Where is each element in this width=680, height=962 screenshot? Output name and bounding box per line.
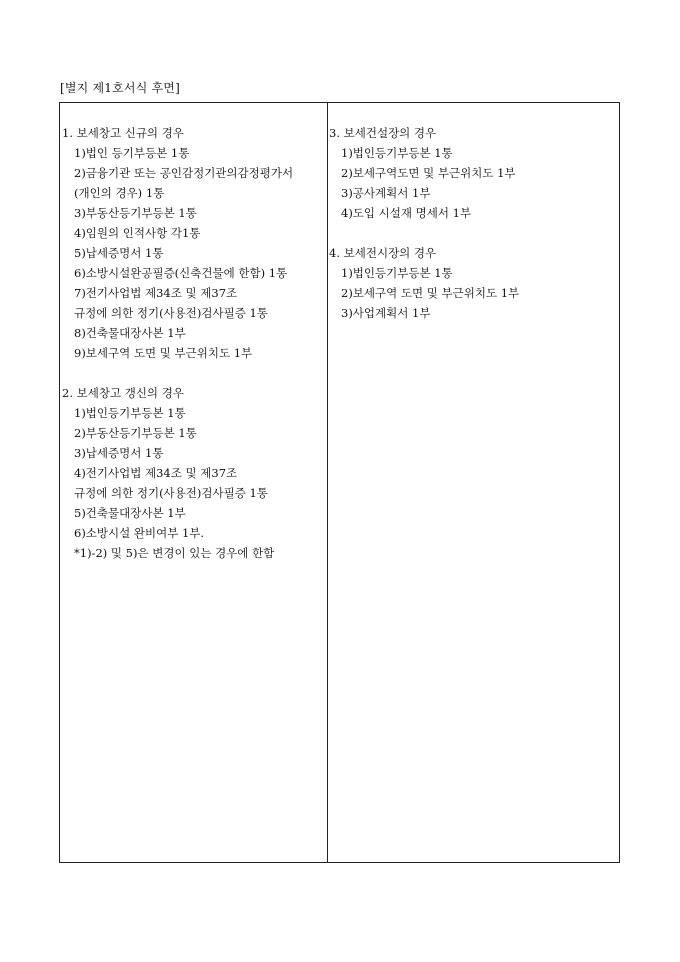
section-heading: 1. 보세창고 신규의 경우 [62,126,184,140]
requirement-item: 4)전기사업법 제34조 및 제37조 [74,466,238,480]
requirement-item: 7)전기사업법 제34조 및 제37조 [74,286,238,300]
section-heading: 4. 보세전시장의 경우 [329,246,437,260]
section [62,383,327,563]
section-heading: 3. 보세건설장의 경우 [329,126,437,140]
section [329,123,619,223]
requirement-item: 2)보세구역도면 및 부근위치도 1부 [341,166,516,180]
requirement-item: *1)-2) 및 5)은 변경이 있는 경우에 한함 [74,546,275,560]
requirement-item: 1)법인 등기부등본 1통 [74,146,190,160]
requirement-item: 6)소방시설완공필증(신축건물에 한함) 1통 [74,266,288,280]
requirement-item: 2)금융기관 또는 공인감정기관의감정평가서 [74,166,294,180]
left-column [60,103,328,862]
requirement-item: 2)보세구역 도면 및 부근위치도 1부 [341,286,520,300]
requirement-item: 2)부동산등기부등본 1통 [74,426,197,440]
requirement-item: 3)납세증명서 1통 [74,446,164,460]
requirement-item: 5)납세증명서 1통 [74,246,164,260]
requirement-item: 4)임원의 인적사항 각1통 [74,226,201,240]
requirement-item: 1)법인등기부등본 1통 [74,406,186,420]
requirement-item: 1)법인등기부등본 1통 [341,146,453,160]
requirement-item: 규정에 의한 정기(사용전)검사필증 1통 [74,486,268,500]
document-table [59,102,620,863]
requirement-item: 3)사업계획서 1부 [341,306,431,320]
requirement-item: 4)도입 시설재 명세서 1부 [341,206,472,220]
requirement-item: 6)소방시설 완비여부 1부. [74,526,205,540]
form-label: [별지 제1호서식 후면] [60,81,180,95]
section [62,123,327,363]
section-heading: 2. 보세창고 갱신의 경우 [62,386,184,400]
right-column [328,103,619,862]
requirement-item: 3)부동산등기부등본 1통 [74,206,197,220]
requirement-item: 규정에 의한 정기(사용전)검사필증 1통 [74,306,268,320]
section [329,243,619,323]
requirement-item: 9)보세구역 도면 및 부근위치도 1부 [74,346,253,360]
requirement-item: 5)건축물대장사본 1부 [74,506,186,520]
requirement-item: 3)공사계획서 1부 [341,186,431,200]
requirement-item: (개인의 경우) 1통 [74,186,165,200]
requirement-item: 1)법인등기부등본 1통 [341,266,453,280]
requirement-item: 8)건축물대장사본 1부 [74,326,186,340]
